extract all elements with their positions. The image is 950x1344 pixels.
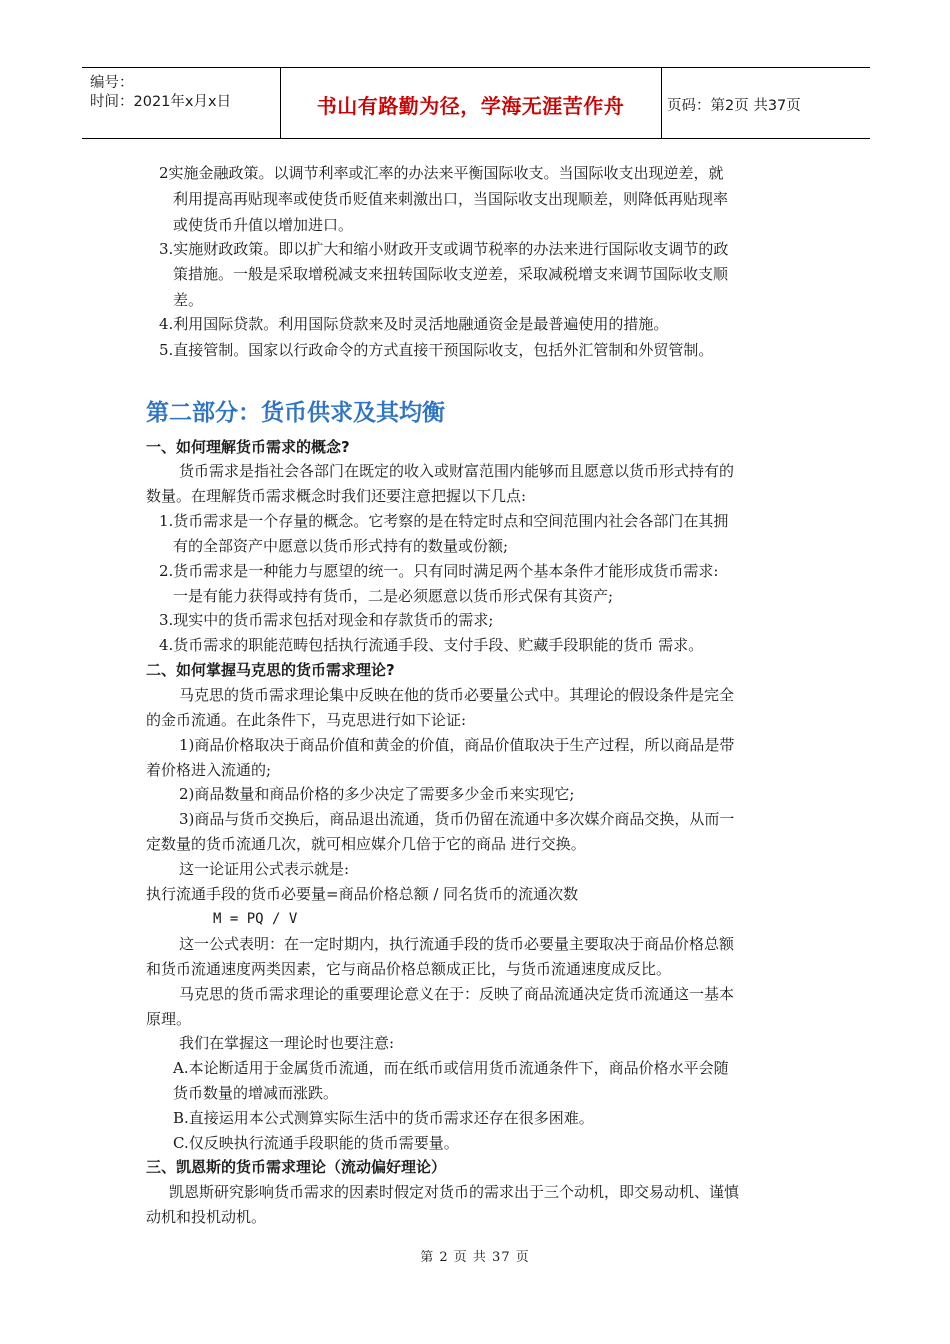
paragraph-line: 我们在掌握这一理论时也要注意: [179,1034,395,1052]
paragraph-line: 马克思的货币需求理论集中反映在他的货币必要量公式中。其理论的假设条件是完全 [179,686,735,704]
document-number-label: 编号： [90,75,134,91]
list-item: 5.直接管制。国家以行政命令的方式直接干预国际收支，包括外汇管制和外贸管制。 [159,341,714,359]
paragraph-line: 定数量的货币流通几次，就可相应媒介几倍于它的商品 进行交换。 [146,835,586,853]
list-item: B.直接运用本公式测算实际生活中的货币需求还存在很多困难。 [173,1109,594,1127]
paragraph-line: 2)商品数量和商品价格的多少决定了需要多少金币来实现它; [179,785,575,803]
page-footer: 第 2 页 共 37 页 [420,1250,530,1265]
paragraph-line: 这一公式表明：在一定时期内，执行流通手段的货币必要量主要取决于商品价格总额 [179,935,735,953]
list-item-continuation: 策措施。一般是采取增税减支来扭转国际收支逆差，采取减税增支来调节国际收支顺 [173,265,729,283]
header-page-info: 页码：第2页 共37页 [667,98,801,114]
list-item-continuation: 或使货币升值以增加进口。 [173,216,354,234]
header-meta-cell [82,68,281,138]
header-motto: 书山有路勤为径，学海无涯苦作舟 [316,94,625,118]
formula-text: 执行流通手段的货币必要量=商品价格总额 / 同名货币的流通次数 [146,885,579,903]
list-item: 3.现实中的货币需求包括对现金和存款货币的需求; [159,611,494,629]
paragraph-line: 这一论证用公式表示就是: [179,860,350,878]
list-item: C.仅反映执行流通手段职能的货币需要量。 [173,1134,459,1152]
list-item: A.本论断适用于金属货币流通，而在纸币或信用货币流通条件下，商品价格水平会随 [173,1059,729,1077]
paragraph-line: 的金币流通。在此条件下，马克思进行如下论证: [146,711,467,729]
list-item: 4.货币需求的职能范畴包括执行流通手段、支付手段、贮藏手段职能的货币 需求。 [159,636,704,654]
paragraph-line: 凯恩斯研究影响货币需求的因素时假定对货币的需求出于三个动机，即交易动机、谨慎 [169,1183,740,1201]
paragraph-line: 和货币流通速度两类因素，它与商品价格总额成正比，与货币流通速度成反比。 [146,960,672,978]
paragraph-line: 原理。 [146,1010,192,1028]
list-item-continuation: 有的全部资产中愿意以货币形式持有的数量或份额; [173,537,509,555]
list-item: 4.利用国际贷款。利用国际贷款来及时灵活地融通资金是最普遍使用的措施。 [159,315,669,333]
section-heading: 一、如何理解货币需求的概念? [146,438,350,456]
header-motto-cell [280,68,662,138]
page-header [82,67,870,139]
section-heading: 二、如何掌握马克思的货币需求理论? [146,661,395,679]
section-heading: 三、凯恩斯的货币需求理论（流动偏好理论） [146,1158,447,1176]
paragraph-line: 1)商品价格取决于商品价值和黄金的价值，商品价值取决于生产过程，所以商品是带 [179,736,735,754]
list-item: 1.货币需求是一个存量的概念。它考察的是在特定时点和空间范围内社会各部门在其拥 [159,512,729,530]
header-page-cell [661,68,870,138]
paragraph-line: 数量。在理解货币需求概念时我们还要注意把握以下几点: [146,487,527,505]
list-item: 3.实施财政政策。即以扩大和缩小财政开支或调节税率的办法来进行国际收支调节的政 [159,240,729,258]
document-date: 时间：2021年x月x日 [90,94,232,110]
paragraph-line: 着价格进入流通的; [146,761,272,779]
paragraph-line: 货币需求是指社会各部门在既定的收入或财富范围内能够而且愿意以货币形式持有的 [179,462,735,480]
paragraph-line: 动机和投机动机。 [146,1208,267,1226]
list-item-continuation: 一是有能力获得或持有货币，二是必须愿意以货币形式保有其资产; [173,587,614,605]
list-item-continuation: 差。 [173,291,204,309]
list-item-continuation: 利用提高再贴现率或使货币贬值来刺激出口，当国际收支出现顺差，则降低再贴现率 [173,190,729,208]
list-item: 2实施金融政策。以调节利率或汇率的办法来平衡国际收支。当国际收支出现逆差，就 [159,164,724,182]
paragraph-line: 马克思的货币需求理论的重要理论意义在于：反映了商品流通决定货币流通这一基本 [179,985,735,1003]
list-item: 2.货币需求是一种能力与愿望的统一。只有同时满足两个基本条件才能形成货币需求: [159,562,719,580]
paragraph-line: 3)商品与货币交换后，商品退出流通，货币仍留在流通中多次媒介商品交换，从而一 [179,810,735,828]
formula: M = PQ / V [213,911,298,927]
part-title: 第二部分：货币供求及其均衡 [146,400,445,426]
list-item-continuation: 货币数量的增减而涨跌。 [173,1084,339,1102]
